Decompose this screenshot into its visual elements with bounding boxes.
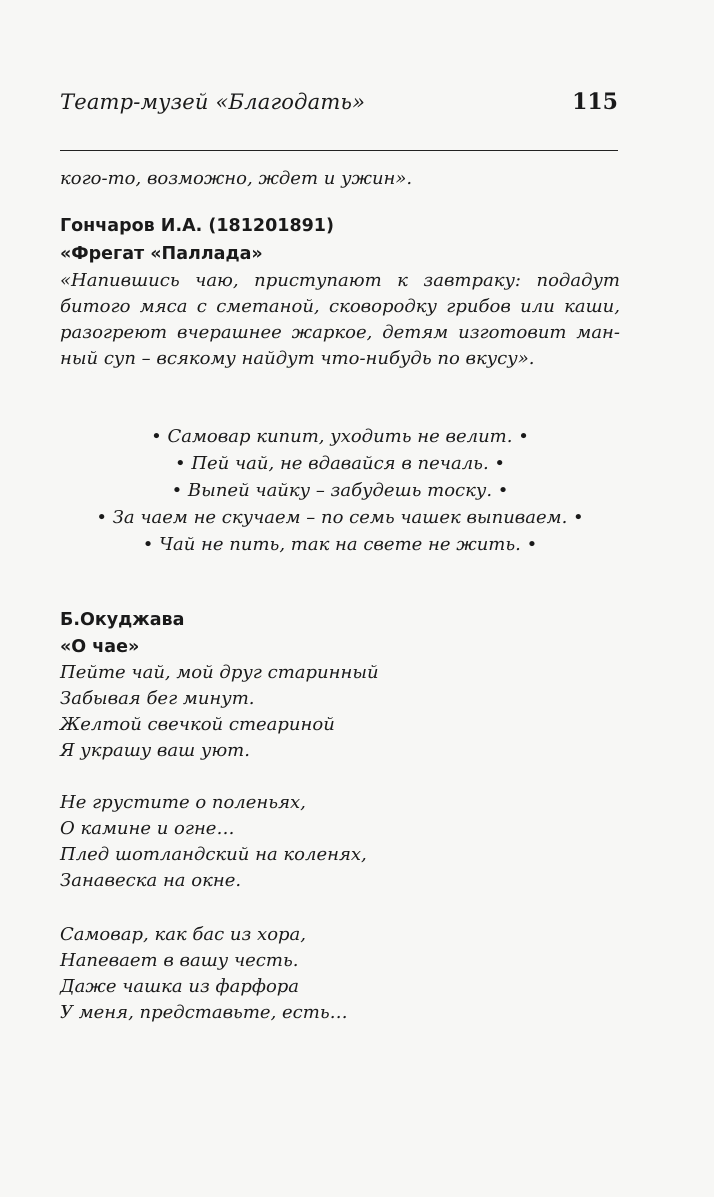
goncharov-quote-line: «Напившись чаю, приступают к завтраку: подадут — [60, 270, 620, 291]
proverb: • Самовар кипит, уходить не велит. • — [151, 426, 529, 447]
proverb: • За чаем не скучаем – по семь чашек выпиваем. • — [96, 507, 584, 528]
goncharov-quote-line: ный суп – всякому найдут что-нибудь по вкусу». — [60, 348, 535, 369]
carryover-line: кого-то, возможно, ждет и ужин». — [60, 168, 413, 189]
proverb: • Пей чай, не вдавайся в печаль. • — [174, 453, 506, 474]
goncharov-quote-line: разогреют вчерашнее жаркое, детям изготовит ман- — [60, 322, 620, 343]
goncharov-author: Гончаров И.А. (181201891) — [60, 216, 334, 236]
poem-line: Даже чашка из фарфора — [60, 976, 300, 997]
poem-line: Напевает в вашу честь. — [60, 950, 299, 971]
poem-line: Забывая бег минут. — [60, 688, 255, 709]
running-title: Театр-музей «Благодать» — [60, 90, 366, 114]
poem-line: О камине и огне… — [60, 818, 235, 839]
header-rule — [60, 150, 618, 151]
poem-line: Занавеска на окне. — [60, 870, 242, 891]
poem-line: Плед шотландский на коленях, — [60, 844, 367, 865]
poem-line: Самовар, как бас из хора, — [60, 924, 307, 945]
poem-line: Я украшу ваш уют. — [60, 740, 250, 761]
proverb: • Чай не пить, так на свете не жить. • — [142, 534, 538, 555]
okudzhava-author: Б.Окуджава — [60, 610, 185, 630]
poem-line: Не грустите о поленьях, — [60, 792, 306, 813]
poem-line: Желтой свечкой стеариной — [60, 714, 335, 735]
poem-line: Пейте чай, мой друг старинный — [60, 662, 379, 683]
poem-line: У меня, представьте, есть… — [60, 1002, 348, 1023]
goncharov-work-title: «Фрегат «Паллада» — [60, 244, 263, 264]
page-number: 115 — [572, 89, 618, 115]
poem-title: «О чае» — [60, 637, 140, 657]
proverb: • Выпей чайку – забудешь тоску. • — [171, 480, 509, 501]
goncharov-quote-line: битого мяса с сметаной, сковородку грибов или каши, — [60, 296, 620, 317]
